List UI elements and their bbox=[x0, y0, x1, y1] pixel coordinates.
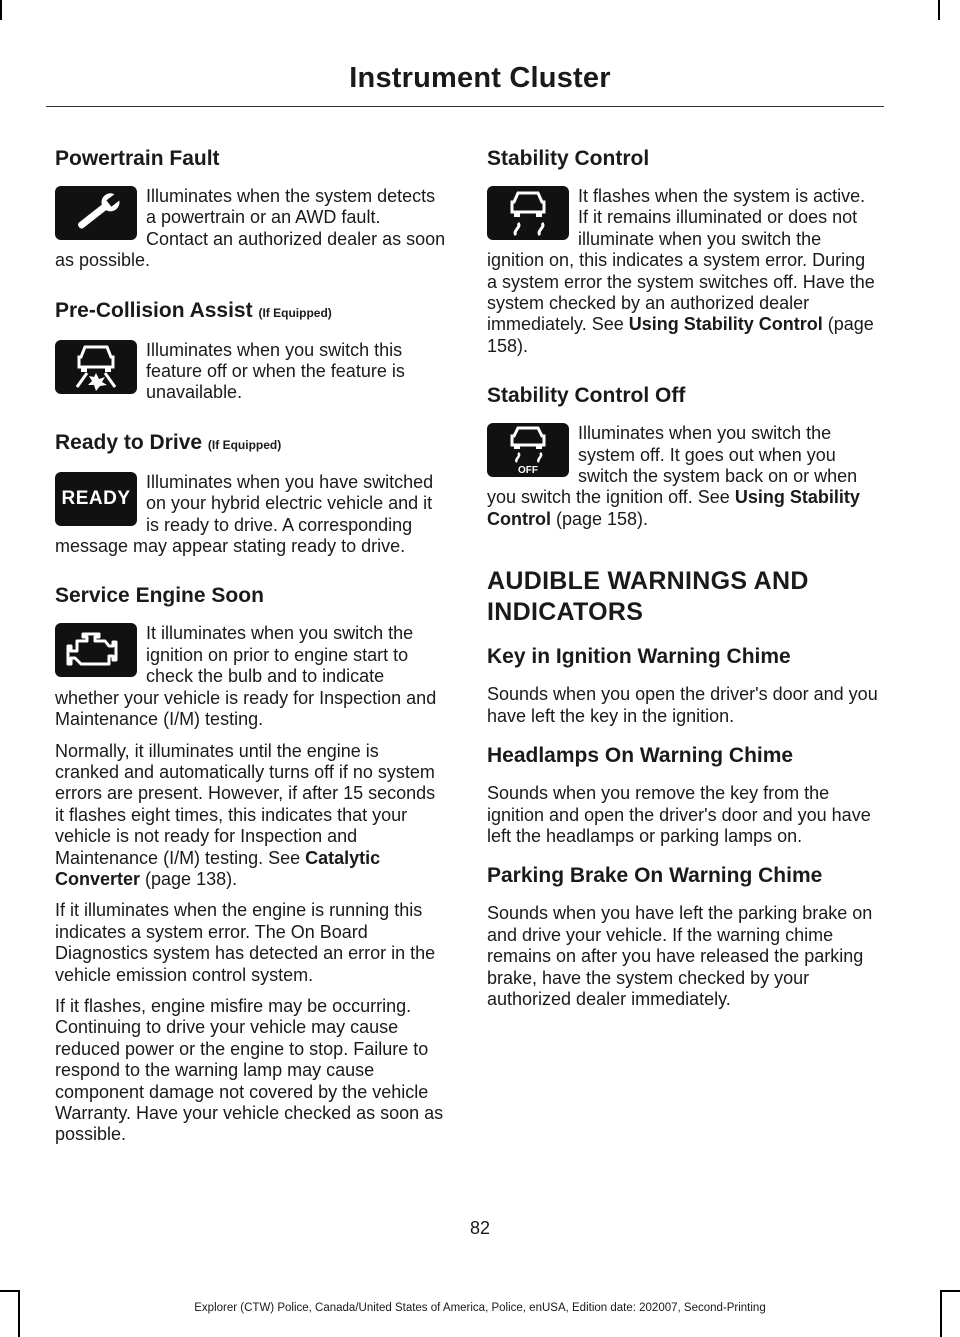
section-title: Key in Ignition Warning Chime bbox=[487, 645, 791, 669]
section-service-engine-soon bbox=[55, 583, 447, 1145]
section-text: Normally, it illuminates until the engine is cranked and automatically turns off if no system errors are present. However, if after 15 seconds it flashes eight times, this indicates that your vehicle is not ready for Inspection and Maintenance (I/M) testing. See Catalytic Converter (page 138). bbox=[55, 740, 436, 889]
page-title: Instrument Cluster bbox=[349, 62, 611, 94]
stability-control-icon bbox=[487, 186, 569, 240]
ready-icon bbox=[55, 472, 137, 526]
section-title: Ready to Drive (If Equipped) bbox=[55, 430, 282, 454]
using-stability-control-link[interactable]: Using Stability Control bbox=[487, 487, 860, 529]
section-stability-control bbox=[487, 146, 879, 367]
section-title: Stability Control Off bbox=[487, 384, 686, 408]
footer-edition: Explorer (CTW) Police, Canada/United States of America, Police, enUSA, Edition date: 202007, Second-Printing bbox=[194, 1302, 766, 1314]
section-text: Illuminates when the system detects a powertrain or an AWD fault. Contact an authorized dealer as soon as possible. bbox=[55, 186, 446, 271]
section-title: Service Engine Soon bbox=[55, 584, 264, 608]
engine-icon bbox=[55, 623, 137, 677]
section-text: It flashes when the system is active. If it remains illuminated or does not illuminate when you switch the ignition on, this indicates a system error. During a system error the system switches off. Have the system checked by an authorized dealer immediately. See Using Stability Control (page 158). bbox=[487, 186, 875, 356]
ready-icon-label: READY bbox=[61, 487, 131, 509]
section-title: Powertrain Fault bbox=[55, 147, 220, 170]
left-column bbox=[55, 146, 447, 1162]
section-title: Parking Brake On Warning Chime bbox=[487, 864, 823, 888]
crop-mark bbox=[0, 1290, 20, 1292]
section-audible-warnings bbox=[487, 566, 879, 628]
using-stability-control-link[interactable]: Using Stability Control bbox=[628, 314, 823, 335]
header-divider bbox=[46, 106, 884, 107]
section-key-chime bbox=[487, 644, 879, 727]
section-text: Illuminates when you switch the system off. It goes out when you switch the system back on or when you switch the ignition off. See Using Stability Control (page 158). bbox=[487, 423, 860, 529]
crop-mark bbox=[0, 0, 2, 20]
section-text: If it illuminates when the engine is running this indicates a system error. The On Board Diagnostics system has detected an error in the vehicle emission control system. bbox=[55, 900, 436, 985]
wrench-icon bbox=[55, 186, 137, 240]
section-title: Headlamps On Warning Chime bbox=[487, 744, 794, 768]
page-number: 82 bbox=[469, 1218, 491, 1238]
section-stability-control-off bbox=[487, 383, 879, 540]
section-powertrain-fault bbox=[55, 146, 447, 282]
if-equipped-note: (If Equipped) bbox=[207, 437, 282, 452]
major-heading: AUDIBLE WARNINGS AND INDICATORS bbox=[487, 567, 809, 627]
section-pre-collision-assist bbox=[55, 298, 447, 414]
if-equipped-note: (If Equipped) bbox=[258, 305, 332, 320]
section-text: It illuminates when you switch the ignition on prior to engine start to check the bulb and to indicate whether your vehicle is ready for Inspection and Maintenance (I/M) testing. bbox=[55, 623, 437, 730]
section-title: Stability Control bbox=[487, 147, 650, 170]
section-text: Illuminates when you have switched on your hybrid electric vehicle and it is ready to drive. A corresponding message may appear stating ready to drive. bbox=[55, 471, 434, 557]
section-text: Illuminates when you switch this feature off or when the feature is unavailable. bbox=[146, 339, 405, 403]
crop-mark bbox=[938, 0, 940, 20]
pre-collision-icon bbox=[55, 340, 137, 394]
section-ready-to-drive bbox=[55, 430, 447, 568]
section-text: Sounds when you open the driver's door and you have left the key in the ignition. bbox=[487, 684, 878, 726]
stability-control-off-icon bbox=[487, 423, 569, 477]
crop-mark bbox=[940, 1290, 960, 1292]
section-headlamps-chime bbox=[487, 743, 879, 847]
section-text: If it flashes, engine misfire may be occurring. Continuing to drive your vehicle may cause reduced power or the engine to stop. Failure to respond to the warning lamp may cause component damage not covered by the vehicle Warranty. Have your vehicle checked as soon as possible. bbox=[55, 995, 444, 1145]
catalytic-converter-link[interactable]: Catalytic Converter bbox=[55, 847, 381, 889]
section-text: Sounds when you remove the key from the ignition and open the driver's door and you have left the headlamps or parking lamps on. bbox=[487, 783, 871, 846]
section-text: Sounds when you have left the parking brake on and drive your vehicle. If the warning chime remains on after you have released the parking brake, have the system checked by your authorized dealer immediately. bbox=[487, 903, 873, 1009]
section-parking-brake-chime bbox=[487, 863, 879, 1010]
off-icon-label: OFF bbox=[518, 465, 538, 476]
section-title: Pre-Collision Assist (If Equipped) bbox=[55, 298, 332, 322]
right-column bbox=[487, 146, 879, 1026]
